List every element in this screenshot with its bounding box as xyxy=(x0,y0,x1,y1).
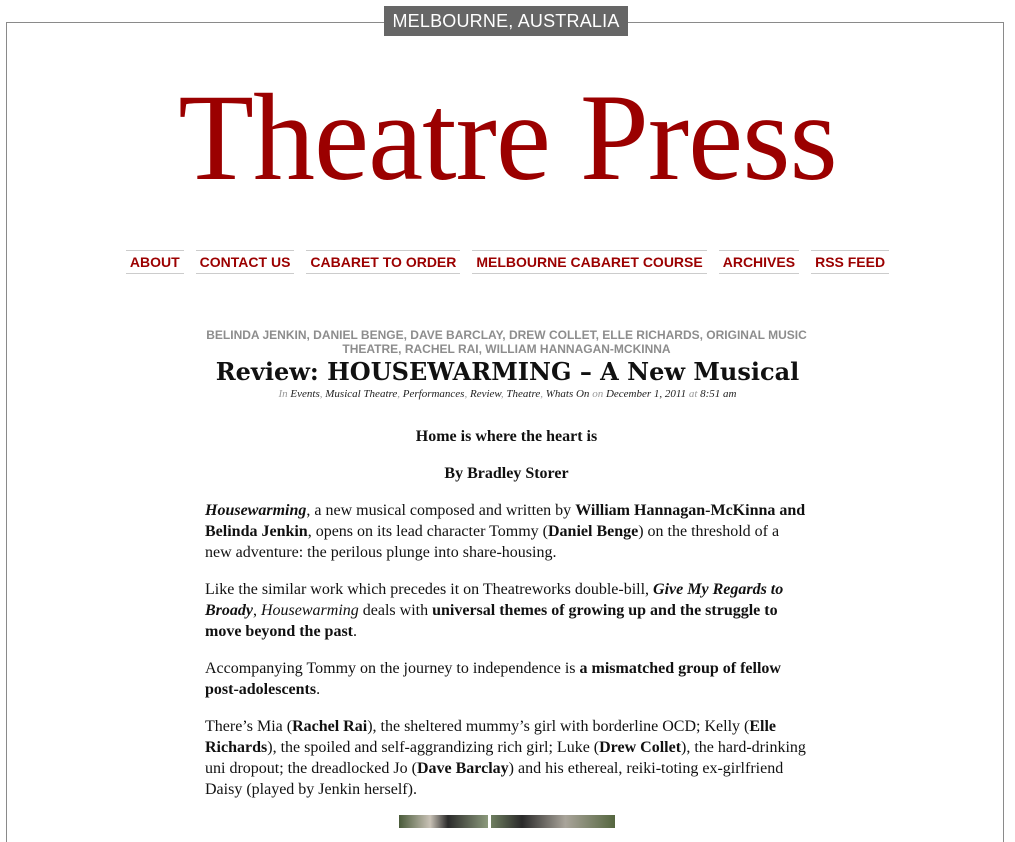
text-run: Give My Regards to Broady xyxy=(205,581,784,619)
nav-about[interactable]: ABOUT xyxy=(126,250,184,274)
post-tags[interactable]: BELINDA JENKIN, DANIEL BENGE, DAVE BARCLAY, DREW COLLET, ELLE RICHARDS, ORIGINAL MUSIC THEATRE, RACHEL RAI, WILLIAM HANNAGAN-MCKINNA xyxy=(206,328,807,356)
text-run: , xyxy=(253,602,261,619)
nav-archives[interactable]: ARCHIVES xyxy=(719,250,799,274)
category-link[interactable]: Whats On xyxy=(545,388,590,400)
post-time: 8:51 am xyxy=(700,388,737,400)
category-link[interactable]: Review xyxy=(469,388,501,400)
paragraph-1 xyxy=(205,500,808,563)
main-nav xyxy=(0,250,1015,274)
text-run: ), the spoiled and self-aggrandizing rich girl; Luke ( xyxy=(267,739,600,756)
text-run: universal themes of growing up and the struggle to move beyond the past xyxy=(205,602,778,640)
post-content xyxy=(205,426,808,816)
category-link[interactable]: Theatre xyxy=(506,388,541,400)
show-title: Housewarming xyxy=(205,502,307,519)
post-title[interactable]: Review: HOUSEWARMING – A New Musical xyxy=(215,357,800,386)
text-run: Rachel Rai xyxy=(292,718,368,735)
paragraph-2 xyxy=(205,579,808,642)
text-run: ), the hard-drinking uni dropout; the dreadlocked Jo ( xyxy=(205,739,806,777)
text-run: , a new musical composed and written by xyxy=(306,502,576,519)
site-title[interactable]: Theatre Press xyxy=(178,69,837,206)
paragraph-4 xyxy=(205,716,808,800)
text-run: Drew Collet xyxy=(599,739,682,756)
photo-thumbnail[interactable] xyxy=(399,815,488,828)
post-subtitle: Home is where the heart is xyxy=(415,428,598,445)
post-byline: By Bradley Storer xyxy=(444,465,569,482)
nav-contact-us[interactable]: CONTACT US xyxy=(196,250,295,274)
category-link[interactable]: Performances xyxy=(402,388,465,400)
category-link[interactable]: Musical Theatre xyxy=(325,388,398,400)
photo-thumbnail[interactable] xyxy=(491,815,615,828)
meta-at-word: at xyxy=(688,388,698,400)
text-run: Dave Barclay xyxy=(416,760,509,777)
post-photos xyxy=(399,815,615,828)
text-run: deals with xyxy=(358,602,433,619)
text-run: ) on the threshold of a new adventure: the perilous plunge into share-housing. xyxy=(205,523,780,561)
text-run: Accompanying Tommy on the journey to independence is xyxy=(205,660,580,677)
nav-rss-feed[interactable]: RSS FEED xyxy=(811,250,889,274)
text-run: Housewarming xyxy=(261,602,359,619)
text-run: Daniel Benge xyxy=(548,523,639,540)
text-run: ) and his ethereal, reiki-toting ex-girlfriend Daisy (played by Jenkin herself). xyxy=(205,760,784,798)
post-meta: In Events, Musical Theatre, Performances, Review, Theatre, Whats On on December 1, 2011 at 8:51 am xyxy=(278,388,737,400)
nav-cabaret-to-order[interactable]: CABARET TO ORDER xyxy=(306,250,460,274)
location-tag: MELBOURNE, AUSTRALIA xyxy=(384,6,628,36)
meta-on-word: on xyxy=(592,388,604,400)
category-link[interactable]: Events xyxy=(290,388,320,400)
text-run: a mismatched group of fellow post-adolescents xyxy=(205,660,781,698)
post-date: December 1, 2011 xyxy=(605,388,687,400)
text-run: ), the sheltered mummy’s girl with borderline OCD; Kelly ( xyxy=(367,718,750,735)
text-run: Elle Richards xyxy=(205,718,777,756)
meta-in-word: In xyxy=(278,388,288,400)
paragraph-3 xyxy=(205,658,808,700)
text-run: William Hannagan-McKinna and Belinda Jenkin xyxy=(205,502,806,540)
text-run: There’s Mia ( xyxy=(205,718,293,735)
nav-melbourne-cabaret-course[interactable]: MELBOURNE CABARET COURSE xyxy=(472,250,706,274)
text-run: . xyxy=(316,681,321,698)
text-run: , opens on its lead character Tommy ( xyxy=(307,523,548,540)
text-run: Like the similar work which precedes it on Theatreworks double-bill, xyxy=(205,581,654,598)
text-run: . xyxy=(353,623,358,640)
